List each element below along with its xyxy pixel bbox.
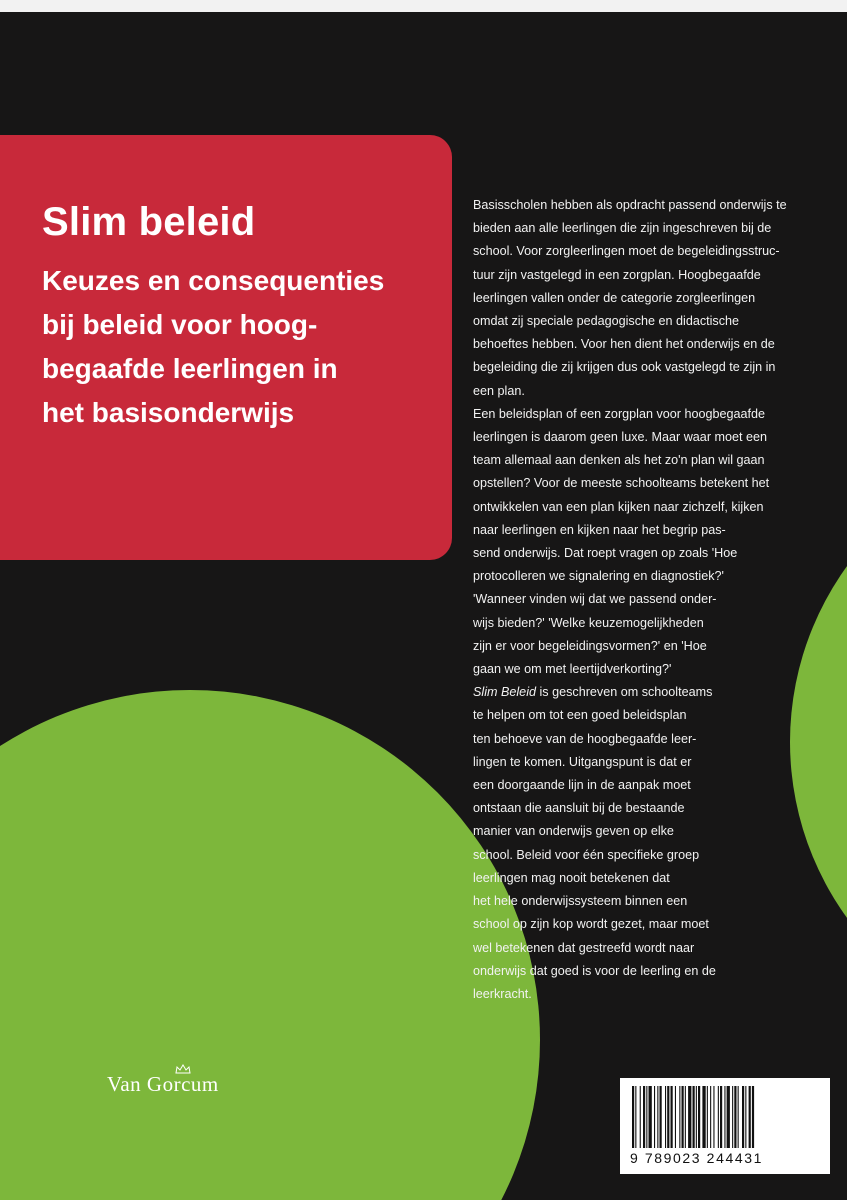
barcode-bar <box>724 1086 725 1148</box>
blurb-line: manier van onderwijs geven op elke <box>473 824 674 839</box>
blurb-line: school op zijn kop wordt gezet, maar moet <box>473 917 709 932</box>
barcode-bar <box>713 1086 714 1148</box>
blurb-line: gaan we om met leertijdverkorting?' <box>473 662 672 677</box>
barcode-bar <box>643 1086 645 1148</box>
barcode-bar <box>635 1086 636 1148</box>
subtitle-line: het basisonderwijs <box>42 397 295 428</box>
blurb-line: school. Beleid voor één specifieke groep <box>473 847 700 862</box>
subtitle-line: begaafde leerlingen in <box>42 353 338 384</box>
barcode-bar <box>742 1086 744 1148</box>
blurb-line: leerkracht. <box>473 986 532 1001</box>
blurb-line: ten behoeve van de hoogbegaafde leer- <box>473 731 697 746</box>
blurb-line: send onderwijs. Dat roept vragen op zoals 'Hoe <box>473 546 738 561</box>
blurb-line: onderwijs dat goed is voor de leerling en de <box>473 963 716 978</box>
blurb-line: ontstaan die aansluit bij de bestaande <box>473 801 685 816</box>
blurb-line: een doorgaande lijn in de aanpak moet <box>473 778 691 793</box>
blurb-line: naar leerlingen en kijken naar het begrip pas- <box>473 522 726 537</box>
barcode-bar <box>671 1086 673 1148</box>
blurb-line: lingen te komen. Uitgangspunt is dat er <box>473 754 692 769</box>
blurb-line: begeleiding die zij krijgen dus ook vastgelegd te zijn in <box>473 360 776 375</box>
barcode-bar <box>682 1086 684 1148</box>
barcode-bar <box>675 1086 676 1148</box>
barcode-bar <box>702 1086 705 1148</box>
barcode-bar <box>667 1086 669 1148</box>
barcode-bar <box>710 1086 711 1148</box>
subtitle-line: bij beleid voor hoog- <box>42 309 318 340</box>
barcode-bar <box>665 1086 666 1148</box>
barcode-bar <box>698 1086 700 1148</box>
publisher-logo: Van Gorcum <box>107 1072 219 1096</box>
barcode-bar <box>749 1086 751 1148</box>
blurb-line: bieden aan alle leerlingen die zijn ingeschreven bij de <box>473 221 772 236</box>
isbn-number: 9 789023 244431 <box>630 1150 763 1166</box>
barcode-bar <box>734 1086 736 1148</box>
blurb-line: opstellen? Voor de meeste schoolteams betekent het <box>473 476 770 491</box>
barcode-bar <box>679 1086 680 1148</box>
barcode-bar <box>657 1086 658 1148</box>
blurb-line: 'Wanneer vinden wij dat we passend onder- <box>473 592 717 607</box>
blurb-line: leerlingen is daarom geen luxe. Maar waar moet een <box>473 430 768 445</box>
barcode-bar <box>738 1086 739 1148</box>
blurb-line: team allemaal aan denken als het zo'n plan wil gaan <box>473 453 765 468</box>
barcode-bar <box>649 1086 652 1148</box>
barcode-bar <box>752 1086 754 1148</box>
blurb-line-italic <box>473 681 833 704</box>
blurb-line: school. Voor zorgleerlingen moet de begeleidingsstruc- <box>473 244 780 259</box>
blurb-line: leerlingen mag nooit betekenen dat <box>473 870 670 885</box>
blurb-line: ontwikkelen van een plan kijken naar zichzelf, kijken <box>473 499 764 514</box>
blurb-line: het hele onderwijssysteem binnen een <box>473 894 688 909</box>
blurb-line: Een beleidsplan of een zorgplan voor hoogbegaafde <box>473 406 765 421</box>
book-title-italic: Slim Beleid <box>473 685 536 700</box>
barcode-bar <box>654 1086 655 1148</box>
book-subtitle <box>42 259 432 435</box>
barcode-bar <box>693 1086 695 1148</box>
barcode-bar <box>660 1086 662 1148</box>
blurb-line: leerlingen vallen onder de categorie zorgleerlingen <box>473 290 756 305</box>
book-back-cover <box>0 12 847 1200</box>
subtitle-line: Keuzes en consequenties <box>42 265 385 296</box>
blurb-line: Basisscholen hebben als opdracht passend onderwijs te <box>473 198 787 212</box>
barcode-bar <box>727 1086 730 1148</box>
barcode-bar <box>718 1086 719 1148</box>
title-panel <box>0 135 452 560</box>
green-circle-decoration-left <box>0 690 540 1200</box>
blurb-line: tuur zijn vastgelegd in een zorgplan. Hoogbegaafde <box>473 267 761 282</box>
barcode-bar <box>632 1086 634 1148</box>
barcode-bar <box>720 1086 722 1148</box>
barcode-bar <box>696 1086 697 1148</box>
blurb-line: een plan. <box>473 383 525 398</box>
blurb-line: te helpen om tot een goed beleidsplan <box>473 708 687 723</box>
blurb-line: behoeftes hebben. Voor hen dient het onderwijs en de <box>473 337 775 352</box>
barcode-bars <box>630 1086 820 1148</box>
blurb-text <box>473 194 833 1006</box>
blurb-line: zijn er voor begeleidingsvormen?' en 'Hoe <box>473 638 707 653</box>
blurb-line: wijs bieden?' 'Welke keuzemogelijkheden <box>473 615 704 630</box>
barcode <box>620 1078 830 1174</box>
blurb-line-rest: is geschreven om schoolteams <box>536 685 713 700</box>
book-title: Slim beleid <box>42 200 256 244</box>
barcode-bar <box>646 1086 647 1148</box>
barcode-bar <box>688 1086 691 1148</box>
barcode-bar <box>707 1086 708 1148</box>
blurb-line: omdat zij speciale pedagogische en didactische <box>473 314 740 329</box>
barcode-bar <box>685 1086 686 1148</box>
barcode-bar <box>732 1086 733 1148</box>
blurb-line: wel betekenen dat gestreefd wordt naar <box>473 940 695 955</box>
blurb-line: protocolleren we signalering en diagnostiek?' <box>473 569 724 584</box>
barcode-bar <box>640 1086 641 1148</box>
barcode-bar <box>745 1086 746 1148</box>
